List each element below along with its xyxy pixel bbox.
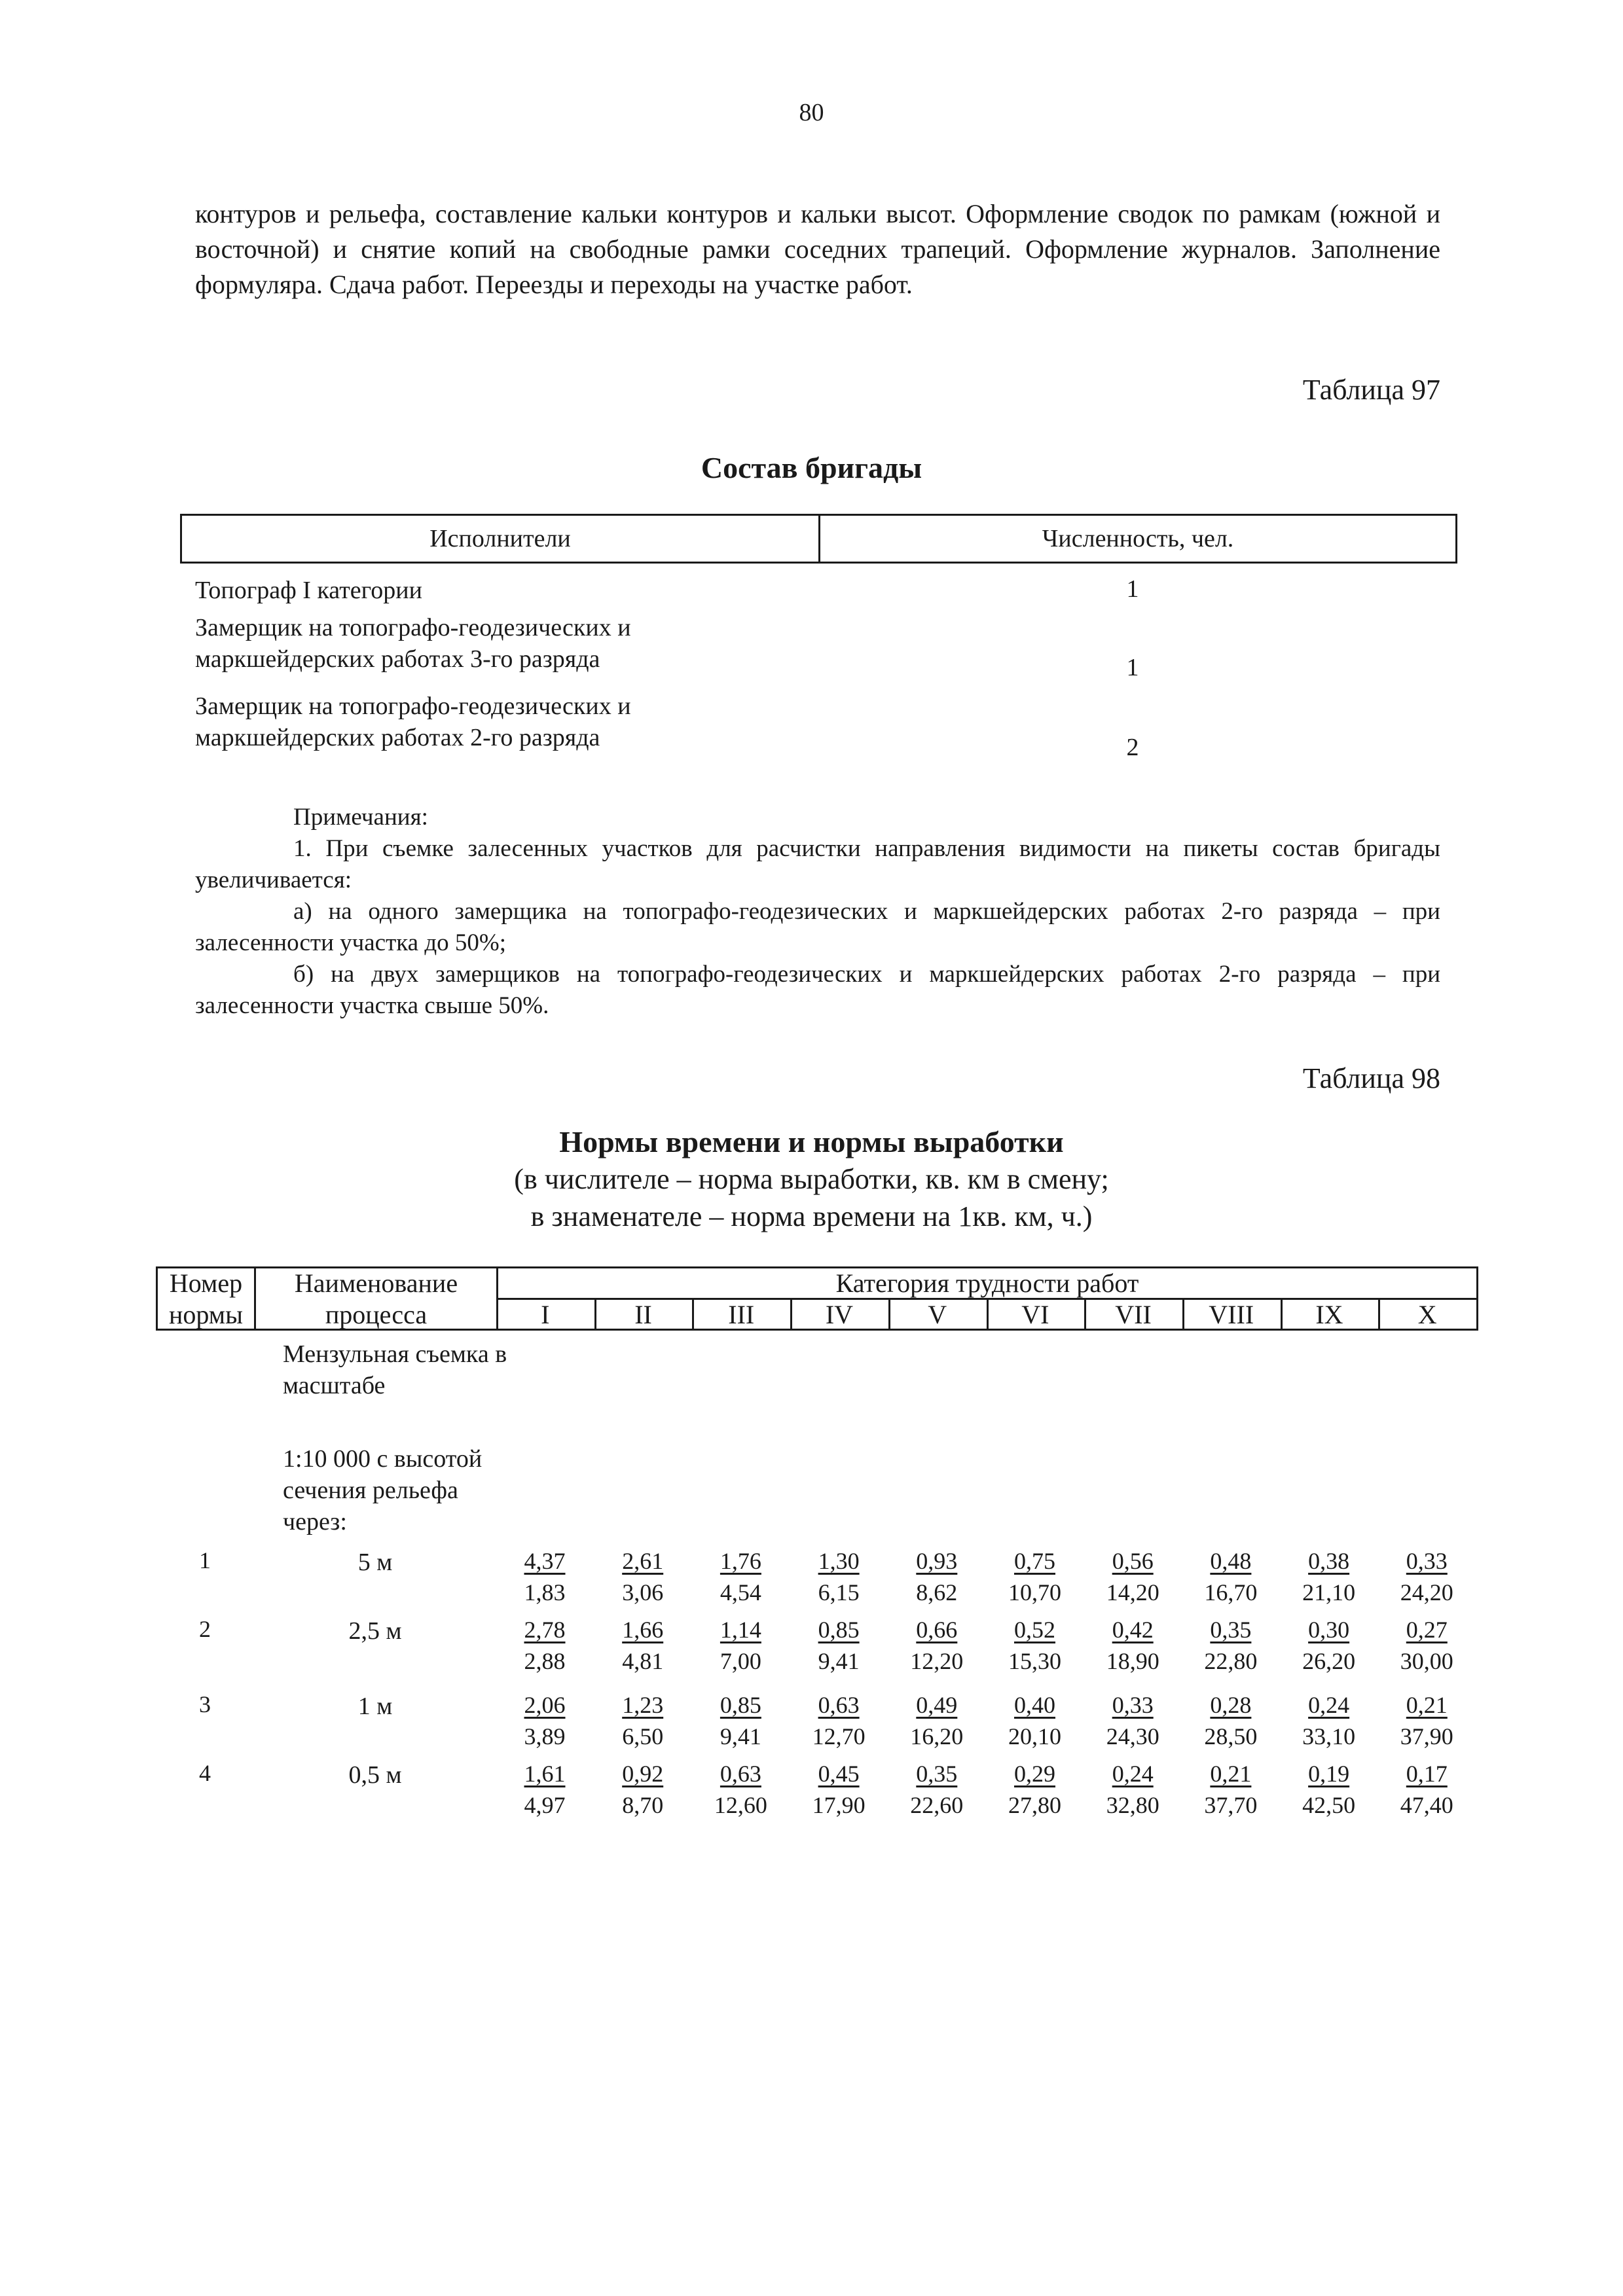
cell-denominator: 3,89 <box>524 1723 566 1749</box>
table-98-subtitle-2: в знаменателе – норма времени на 1кв. км, ч.) <box>530 1200 1093 1232</box>
notes-block <box>195 802 1440 1022</box>
row-process: 2,5 м <box>348 1617 402 1645</box>
table-cell <box>1378 1689 1475 1752</box>
cell-denominator: 42,50 <box>1302 1792 1356 1818</box>
table-cell <box>496 1689 593 1752</box>
cell-numerator: 0,24 <box>1112 1761 1154 1787</box>
process-heading-1: Мензульная съемка в масштабе <box>283 1340 507 1399</box>
cell-numerator: 0,29 <box>1014 1761 1055 1787</box>
table-cell <box>888 1689 985 1752</box>
page-number: 80 <box>799 99 824 126</box>
table-cell <box>692 1689 789 1752</box>
table-row-name: Замерщик на топографо-геодезических и маркшейдерских работах 2-го разряда <box>195 692 631 751</box>
table-cell <box>1378 1614 1475 1677</box>
cell-numerator: 0,56 <box>1112 1548 1154 1574</box>
table-97-title: Состав бригады <box>701 451 922 484</box>
cell-numerator: 0,33 <box>1406 1548 1448 1574</box>
table-cell <box>1281 1614 1377 1677</box>
table-row-name: Топограф I категории <box>195 577 422 604</box>
cell-denominator: 9,41 <box>720 1723 761 1749</box>
cell-denominator: 4,54 <box>720 1579 761 1605</box>
cell-denominator: 6,15 <box>818 1579 860 1605</box>
cell-numerator: 0,21 <box>1210 1761 1252 1787</box>
category-divider <box>790 1298 792 1331</box>
row-number: 4 <box>199 1760 211 1786</box>
category-header: VIII <box>1209 1300 1254 1329</box>
cell-numerator: 0,24 <box>1308 1692 1350 1718</box>
table-cell <box>692 1545 789 1608</box>
cell-denominator: 24,30 <box>1106 1723 1159 1749</box>
table-97-label: Таблица 97 <box>1302 374 1440 406</box>
header-proc-1: Наименование <box>294 1268 458 1298</box>
table-cell <box>1281 1545 1377 1608</box>
row-number: 1 <box>199 1547 211 1573</box>
header-category: Категория трудности работ <box>835 1268 1139 1298</box>
cell-numerator: 2,06 <box>524 1692 566 1718</box>
cell-numerator: 0,49 <box>916 1692 958 1718</box>
table-cell <box>496 1545 593 1608</box>
table-cell <box>790 1545 887 1608</box>
table-cell <box>888 1758 985 1821</box>
cell-numerator: 0,30 <box>1308 1617 1350 1643</box>
cell-denominator: 4,81 <box>622 1648 664 1674</box>
cell-denominator: 24,20 <box>1400 1579 1453 1605</box>
table-cell <box>1182 1614 1279 1677</box>
category-divider <box>1281 1298 1283 1331</box>
table-cell <box>987 1614 1084 1677</box>
cell-denominator: 47,40 <box>1400 1792 1453 1818</box>
cell-denominator: 9,41 <box>818 1648 860 1674</box>
cell-numerator: 0,27 <box>1406 1617 1448 1643</box>
cell-denominator: 37,90 <box>1400 1723 1453 1749</box>
table-cell <box>594 1614 691 1677</box>
table-cell <box>692 1614 789 1677</box>
table-97-header <box>180 514 1457 564</box>
category-header: IX <box>1315 1300 1343 1329</box>
cell-numerator: 0,63 <box>720 1761 761 1787</box>
cell-numerator: 0,92 <box>622 1761 664 1787</box>
cell-numerator: 4,37 <box>524 1548 566 1574</box>
table-cell <box>987 1758 1084 1821</box>
table-cell <box>1084 1545 1181 1608</box>
cell-numerator: 0,28 <box>1210 1692 1252 1718</box>
cell-denominator: 30,00 <box>1400 1648 1453 1674</box>
note-item-a: а) на одного замерщика на топографо-геодезических и маркшейдерских работах 2-го разряда – при залесенности участка до 50%; <box>195 898 1440 956</box>
category-divider <box>888 1298 890 1331</box>
cell-denominator: 16,70 <box>1204 1579 1258 1605</box>
cell-denominator: 4,97 <box>524 1792 566 1818</box>
cell-numerator: 0,85 <box>818 1617 860 1643</box>
cell-denominator: 33,10 <box>1302 1723 1356 1749</box>
table-cell <box>692 1758 789 1821</box>
table-cell <box>1281 1689 1377 1752</box>
cell-denominator: 7,00 <box>720 1648 761 1674</box>
cell-numerator: 0,45 <box>818 1761 860 1787</box>
category-header: VII <box>1115 1300 1152 1329</box>
table-98-label: Таблица 98 <box>1302 1062 1440 1094</box>
table-cell <box>888 1614 985 1677</box>
cell-denominator: 16,20 <box>910 1723 964 1749</box>
table-cell <box>1182 1758 1279 1821</box>
cell-numerator: 2,61 <box>622 1548 664 1574</box>
row-process: 0,5 м <box>348 1761 402 1789</box>
table-cell <box>594 1689 691 1752</box>
table-cell <box>888 1545 985 1608</box>
note-item-1: 1. При съемке залесенных участков для расчистки направления видимости на пикеты состав бригады увеличивается: <box>195 835 1440 893</box>
intro-paragraph: контуров и рельефа, составление кальки контуров и кальки высот. Оформление сводок по рамкам (южной и восточной) и снятие копий на свободные рамки соседних трапеций. Оформление журналов. Заполнение формуляра. Сдача работ. Переезды и переходы на участке работ. <box>195 199 1440 299</box>
cell-denominator: 2,88 <box>524 1648 566 1674</box>
cell-denominator: 17,90 <box>812 1792 866 1818</box>
header-num-2: нормы <box>169 1300 243 1329</box>
cell-numerator: 0,21 <box>1406 1692 1448 1718</box>
cell-denominator: 32,80 <box>1106 1792 1159 1818</box>
category-header: II <box>634 1300 652 1329</box>
category-divider <box>1378 1298 1380 1331</box>
cell-numerator: 1,23 <box>622 1692 664 1718</box>
table-cell <box>1182 1689 1279 1752</box>
category-divider <box>692 1298 694 1331</box>
cell-denominator: 20,10 <box>1008 1723 1061 1749</box>
cell-numerator: 0,75 <box>1014 1548 1055 1574</box>
table-cell <box>987 1545 1084 1608</box>
cell-numerator: 0,42 <box>1112 1617 1154 1643</box>
table-cell <box>790 1758 887 1821</box>
cell-numerator: 2,78 <box>524 1617 566 1643</box>
table-cell <box>594 1545 691 1608</box>
cell-denominator: 22,60 <box>910 1792 964 1818</box>
table-cell <box>496 1614 593 1677</box>
cell-denominator: 22,80 <box>1204 1648 1258 1674</box>
table-cell <box>987 1689 1084 1752</box>
category-header: III <box>728 1300 755 1329</box>
row-process: 1 м <box>357 1693 393 1720</box>
category-divider <box>1084 1298 1086 1331</box>
category-header: VI <box>1021 1300 1049 1329</box>
table-row-count: 1 <box>1126 575 1139 603</box>
cell-denominator: 12,60 <box>714 1792 767 1818</box>
category-header: IV <box>825 1300 854 1329</box>
table-98-subtitle-1: (в числителе – норма выработки, кв. км в смену; <box>514 1163 1109 1195</box>
process-heading-2: 1:10 000 с высотой сечения рельефа через: <box>283 1445 483 1535</box>
category-divider <box>1182 1298 1184 1331</box>
cell-numerator: 1,76 <box>720 1548 761 1574</box>
table-cell <box>790 1614 887 1677</box>
table-border-right <box>1476 1266 1478 1331</box>
category-divider <box>987 1298 989 1331</box>
cell-numerator: 0,19 <box>1308 1761 1350 1787</box>
cell-numerator: 0,38 <box>1308 1548 1350 1574</box>
cell-denominator: 18,90 <box>1106 1648 1159 1674</box>
table-cell <box>1378 1758 1475 1821</box>
cell-denominator: 1,83 <box>524 1579 566 1605</box>
cell-numerator: 0,35 <box>1210 1617 1252 1643</box>
table-98-title: Нормы времени и нормы выработки <box>559 1125 1064 1158</box>
cell-denominator: 3,06 <box>622 1579 664 1605</box>
table-cell <box>1084 1689 1181 1752</box>
category-header: I <box>541 1300 550 1329</box>
table-cell <box>1084 1758 1181 1821</box>
table-row-count: 2 <box>1126 734 1139 761</box>
table-cell <box>1281 1758 1377 1821</box>
header-proc-2: процесса <box>325 1300 428 1329</box>
row-process: 5 м <box>357 1549 393 1576</box>
category-header: V <box>928 1300 947 1329</box>
cell-numerator: 0,85 <box>720 1692 761 1718</box>
row-number: 2 <box>199 1616 211 1642</box>
cell-denominator: 27,80 <box>1008 1792 1061 1818</box>
cell-denominator: 21,10 <box>1302 1579 1356 1605</box>
cell-numerator: 0,52 <box>1014 1617 1055 1643</box>
table-cell <box>790 1689 887 1752</box>
cell-denominator: 28,50 <box>1204 1723 1258 1749</box>
header-performers: Исполнители <box>429 525 571 552</box>
header-count: Численность, чел. <box>1042 525 1234 552</box>
cell-denominator: 26,20 <box>1302 1648 1356 1674</box>
category-divider <box>594 1298 596 1331</box>
cell-numerator: 1,61 <box>524 1761 566 1787</box>
table-cell <box>496 1758 593 1821</box>
cell-numerator: 0,93 <box>916 1548 958 1574</box>
cell-numerator: 1,14 <box>720 1617 761 1643</box>
cell-numerator: 0,66 <box>916 1617 958 1643</box>
table-cell <box>1378 1545 1475 1608</box>
row-number: 3 <box>199 1691 211 1717</box>
cell-denominator: 10,70 <box>1008 1579 1061 1605</box>
table-row-count: 1 <box>1126 654 1139 681</box>
cell-denominator: 37,70 <box>1204 1792 1258 1818</box>
notes-heading: Примечания: <box>293 804 428 831</box>
cell-denominator: 14,20 <box>1106 1579 1159 1605</box>
cell-numerator: 0,35 <box>916 1761 958 1787</box>
table-cell <box>1182 1545 1279 1608</box>
cell-denominator: 8,62 <box>916 1579 958 1605</box>
cell-numerator: 0,63 <box>818 1692 860 1718</box>
header-num-1: Номер <box>169 1268 243 1298</box>
category-header: X <box>1417 1300 1437 1329</box>
table-cell <box>1084 1614 1181 1677</box>
cell-denominator: 12,20 <box>910 1648 964 1674</box>
cell-numerator: 0,48 <box>1210 1548 1252 1574</box>
cell-denominator: 6,50 <box>622 1723 664 1749</box>
cell-numerator: 0,33 <box>1112 1692 1154 1718</box>
cell-denominator: 12,70 <box>812 1723 866 1749</box>
cell-numerator: 1,30 <box>818 1548 860 1574</box>
table-cell <box>594 1758 691 1821</box>
note-item-b: б) на двух замерщиков на топографо-геодезических и маркшейдерских работах 2-го разряда – при залесенности участка свыше 50%. <box>195 961 1440 1019</box>
cell-numerator: 0,17 <box>1406 1761 1448 1787</box>
cell-numerator: 1,66 <box>622 1617 664 1643</box>
cell-numerator: 0,40 <box>1014 1692 1055 1718</box>
cell-denominator: 15,30 <box>1008 1648 1061 1674</box>
table-row-name: Замерщик на топографо-геодезических и маркшейдерских работах 3-го разряда <box>195 614 631 673</box>
cell-denominator: 8,70 <box>622 1792 664 1818</box>
